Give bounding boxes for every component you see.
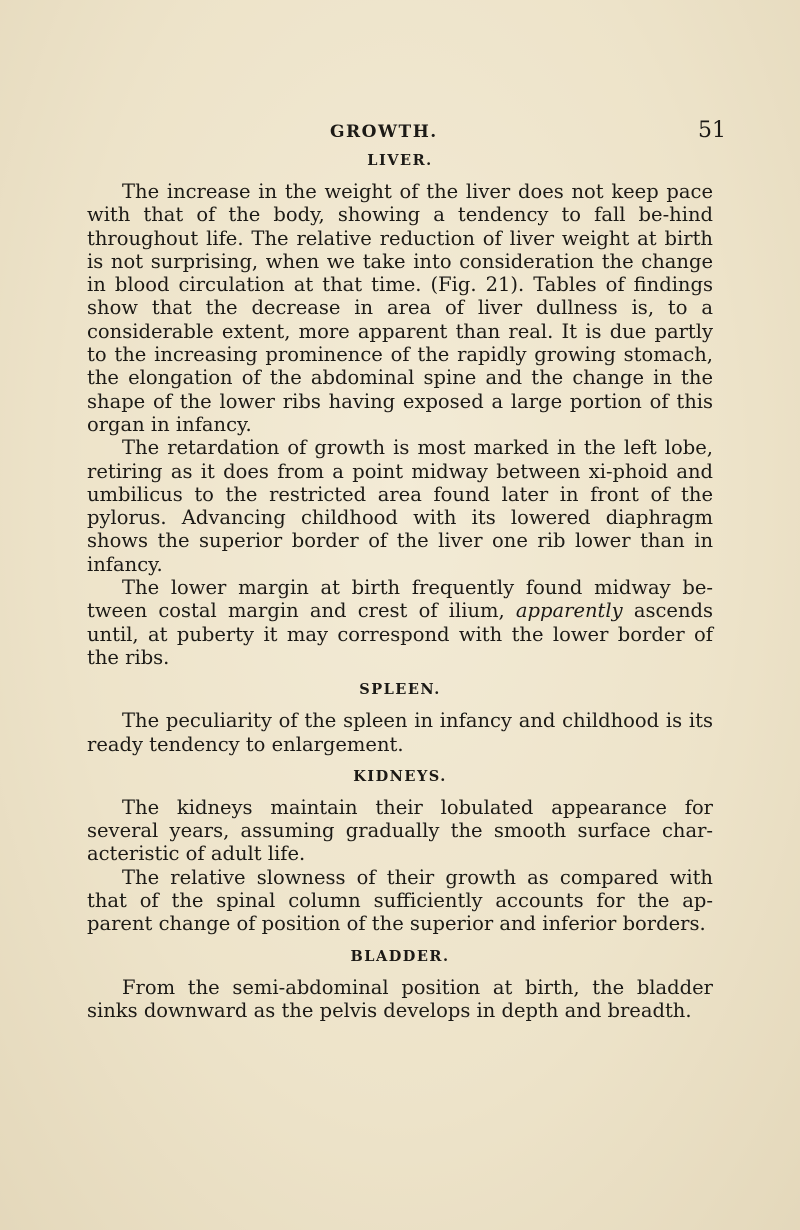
kidneys-paragraph-2: The relative slowness of their growth as compared with that of the spinal column sufficiently accounts for the ap-parent change of position of the superior and inferior borders.	[87, 865, 713, 936]
section-heading-liver: LIVER.	[367, 152, 433, 169]
page-number: 51	[698, 118, 726, 143]
section-heading-bladder: BLADDER.	[350, 947, 450, 965]
liver-paragraph-3	[87, 576, 713, 669]
running-head	[0, 118, 800, 148]
liver-paragraph-2: The retardation of growth is most marked in the left lobe, retiring as it does from a point midway between xi-phoid and umbilicus to the restricted area found later in front of the pylorus. Advancing childhood with its lowered diaphragm shows the superior border of the liver one rib lower than in infancy.	[87, 436, 713, 576]
kidneys-paragraph-1: The kidneys maintain their lobulated appearance for several years, assuming gradually the smooth surface char-acteristic of adult life.	[87, 795, 713, 866]
liver-paragraph-3-text-a: The lower margin at birth frequently found midway be-tween costal margin and crest of ilium,	[87, 576, 713, 623]
section-heading-spleen: SPLEEN.	[359, 681, 441, 699]
spleen-paragraph-1: The peculiarity of the spleen in infancy and childhood is its ready tendency to enlargement.	[87, 709, 713, 756]
liver-paragraph-3-emphasis: apparently	[515, 599, 623, 623]
liver-paragraph-1: The increase in the weight of the liver does not keep pace with that of the body, showing a tendency to fall be-hind throughout life. The relative reduction of liver weight at birth is not surprising, when we take into consideration the change in blood circulation at that time. (Fig. 21). Tables of findings show that the decrease in area of liver dullness is, to a considerable extent, more apparent than real. It is due partly to the increasing prominence of the rapidly growing stomach, the elongation of the abdominal spine and the change in the shape of the lower ribs having exposed a large portion of this organ in infancy.	[87, 180, 713, 436]
bladder-paragraph-1: From the semi-abdominal position at birth, the bladder sinks downward as the pelvis develops in depth and breadth.	[87, 975, 713, 1022]
running-title: GROWTH.	[330, 122, 438, 142]
section-heading-kidneys: KIDNEYS.	[353, 767, 447, 785]
liver-paragraph-3-text-b: ascends until, at puberty it may correspond with the lower border of the ribs.	[87, 599, 713, 669]
page-body	[87, 150, 713, 1022]
